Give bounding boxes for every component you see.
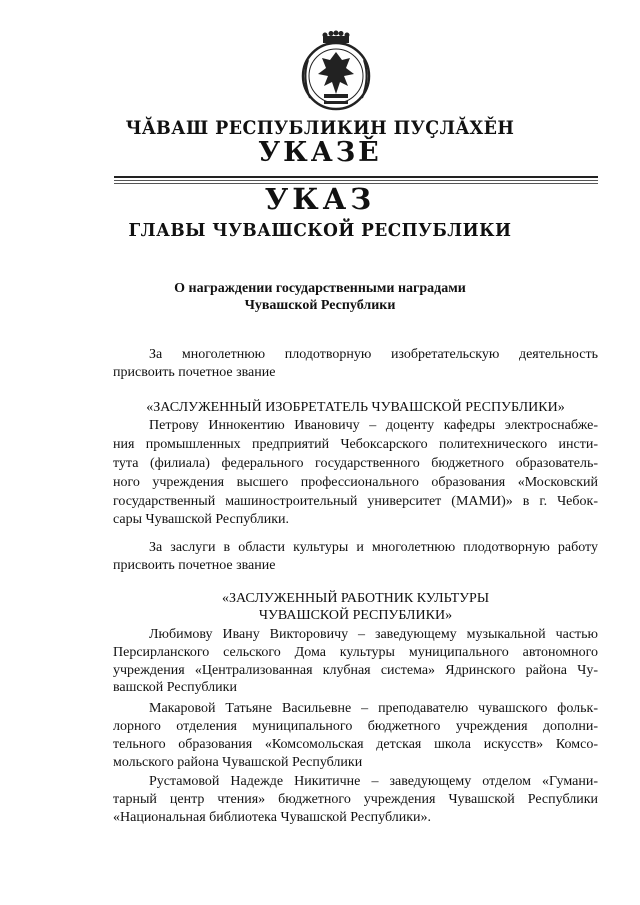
- intro-line: За заслуги в области культуры и многолетнюю плодотворную работу: [149, 540, 598, 555]
- recipient-text-line: ного учреждения высшего профессионального образования «Московский: [113, 475, 598, 490]
- intro-line: присвоить почетное звание: [113, 558, 276, 573]
- recipient-text-line: тельного образования «Комсомольская детская школа искусств» Комсо-: [113, 737, 598, 752]
- coat-of-arms-emblem: [294, 28, 378, 116]
- intro-line: За многолетнюю плодотворную изобретательскую деятельность: [149, 347, 598, 362]
- recipient-text-line: сары Чувашской Республики.: [113, 512, 290, 527]
- recipient-text-line: ния промышленных предприятий Чебоксарского политехнического инсти-: [113, 437, 598, 452]
- chuvash-header-line: ЧĂВАШ РЕСПУБЛИКИН ПУÇЛĂХĚН: [125, 117, 515, 139]
- chuvash-decree-word: УКАЗĚ: [258, 137, 382, 168]
- award-title: ЧУВАШСКОЙ РЕСПУБЛИКИ»: [258, 608, 453, 623]
- intro-line: присвоить почетное звание: [113, 365, 276, 380]
- recipient-text-line: «Национальная библиотека Чувашской Республики».: [113, 810, 432, 825]
- award-title: «ЗАСЛУЖЕННЫЙ ИЗОБРЕТАТЕЛЬ ЧУВАШСКОЙ РЕСПУБЛИКИ»: [146, 400, 565, 415]
- recipient-text-line: вашской Республики: [113, 680, 237, 695]
- header-divider-thick: [114, 176, 598, 178]
- recipient-text-line: тарный центр чтения» бюджетного учреждения Чувашской Республики: [113, 792, 598, 807]
- recipient-text-line: Петрову Иннокентию Ивановичу – доценту кафедры электроснабже-: [149, 418, 598, 433]
- russian-header-line: ГЛАВЫ ЧУВАШСКОЙ РЕСПУБЛИКИ: [128, 220, 512, 241]
- recipient-text-line: мольского района Чувашской Республики: [113, 755, 363, 770]
- recipient-text-line: Персирланского сельского Дома культуры муниципального автономного: [113, 645, 598, 660]
- recipient-text-line: Любимову Ивану Викторовичу – заведующему музыкальной частью: [149, 627, 598, 642]
- recipient-text-line: Рустамовой Надежде Никитичне – заведующему отделом «Гумани-: [149, 774, 598, 789]
- recipient-text-line: лорного отделения муниципального бюджетного учреждения дополни-: [113, 719, 598, 734]
- recipient-text-line: учреждения «Централизованная клубная система» Ядринского района Чу-: [113, 663, 598, 678]
- title-line: О награждении государственными наградами: [174, 281, 466, 296]
- russian-decree-word: УКАЗ: [264, 182, 376, 216]
- title-line: Чувашской Республики: [244, 298, 396, 313]
- recipient-text-line: Макаровой Татьяне Васильевне – преподавателю чувашского фольк-: [149, 701, 598, 716]
- header-divider-thin: [114, 180, 598, 181]
- recipient-text-line: государственный машиностроительный университет (МАМИ)» в г. Чебок-: [113, 494, 598, 509]
- award-title: «ЗАСЛУЖЕННЫЙ РАБОТНИК КУЛЬТУРЫ: [221, 591, 490, 606]
- document-title: [0, 280, 640, 314]
- recipient-text-line: тута (филиала) федерального государственного бюджетного образователь-: [113, 456, 598, 471]
